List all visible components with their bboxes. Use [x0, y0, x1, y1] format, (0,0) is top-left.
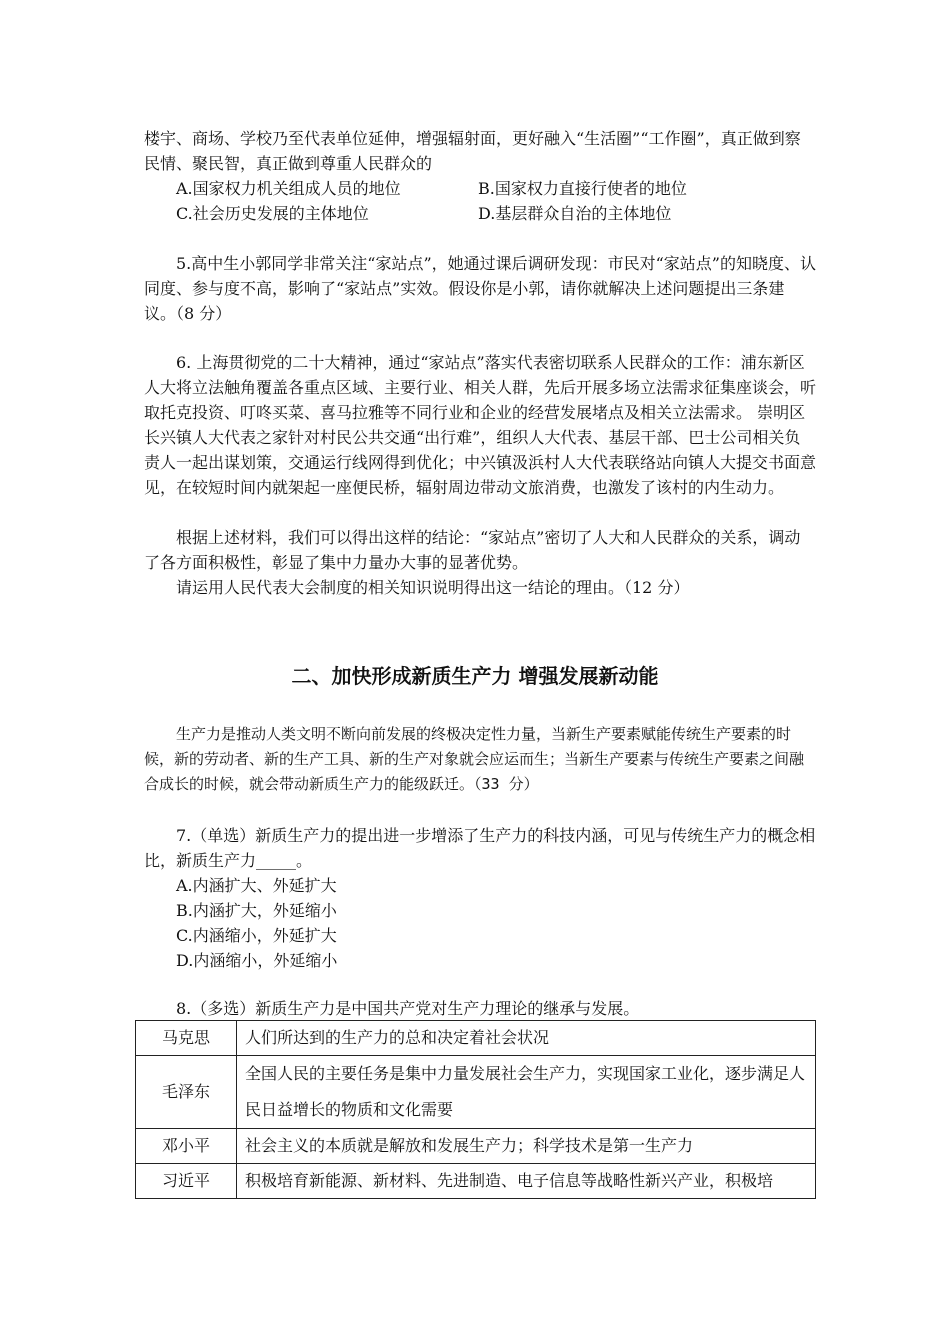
q4-option-b: B.国家权力直接行使者的地位	[478, 179, 687, 198]
quote-content: 全国人民的主要任务是集中力量发展社会生产力，实现国家工业化，逐步满足人民日益增长的物质和文化需要	[237, 1056, 816, 1129]
person-name: 毛泽东	[136, 1056, 237, 1129]
quote-content: 积极培育新能源、新材料、先进制造、电子信息等战略性新兴产业，积极培	[237, 1164, 816, 1199]
q7-option-d: D.内涵缩小，外延缩小	[176, 951, 338, 970]
section-title: 二、加快形成新质生产力 增强发展新动能	[291, 664, 659, 688]
q8-stem: 8.（多选）新质生产力是中国共产党对生产力理论的继承与发展。	[176, 999, 640, 1018]
person-name: 习近平	[136, 1164, 237, 1199]
section-intro: 生产力是推动人类文明不断向前发展的终极决定性力量，当新生产要素赋能传统生产要素的时候，新的劳动者、新的生产工具、新的生产对象就会应运而生；当新生产要素与传统生产要素之间融合成长的时候，就会带动新质生产力的能级跃迁。（33 分）	[144, 725, 805, 793]
q6-conclusion: 根据上述材料，我们可以得出这样的结论：“家站点”密切了人大和人民群众的关系，调动了各方面积极性，彰显了集中力量办大事的显著优势。	[144, 528, 801, 572]
q7-option-c: C.内涵缩小，外延扩大	[176, 926, 337, 945]
q4-stem-text: 楼宇、商场、学校乃至代表单位延伸，增强辐射面，更好融入“生活圈”“工作圈”，真正做到察民情、聚民智，真正做到尊重人民群众的	[144, 129, 801, 173]
table-row	[136, 1129, 816, 1164]
q6-material: 6. 上海贯彻党的二十大精神，通过“家站点”落实代表密切联系人民群众的工作：浦东新区人大将立法触角覆盖各重点区域、主要行业、相关人群，先后开展多场立法需求征集座谈会，听取托克投资、叮咚买菜、喜马拉雅等不同行业和企业的经营发展堵点及相关立法需求。 崇明区长兴镇人大代表之家针对村民公共交通“出行难”，组织人大代表、基层干部、巴士公司相关负责人一起出谋划策，交通运行线网得到优化；中兴镇汲浜村人大代表联络站向镇人大提交书面意见，在较短时间内就架起一座便民桥，辐射周边带动文旅消费，也激发了该村的内生动力。	[144, 353, 817, 497]
q6-prompt: 请运用人民代表大会制度的相关知识说明得出这一结论的理由。（12 分）	[176, 578, 690, 597]
q8-table	[135, 1020, 816, 1199]
quote-content: 人们所达到的生产力的总和决定着社会状况	[237, 1021, 816, 1056]
person-name: 邓小平	[136, 1129, 237, 1164]
q7-option-b: B.内涵扩大，外延缩小	[176, 901, 337, 920]
table-row	[136, 1164, 816, 1199]
quote-content: 社会主义的本质就是解放和发展生产力；科学技术是第一生产力	[237, 1129, 816, 1164]
person-name: 马克思	[136, 1021, 237, 1056]
q4-option-d: D.基层群众自治的主体地位	[478, 204, 672, 223]
q4-option-a: A.国家权力机关组成人员的地位	[176, 179, 401, 198]
table-row	[136, 1056, 816, 1129]
q7-stem: 7.（单选）新质生产力的提出进一步增添了生产力的科技内涵，可见与传统生产力的概念相比，新质生产力_____。	[144, 826, 816, 870]
q4-option-c: C.社会历史发展的主体地位	[176, 204, 369, 223]
q5-text: 5.高中生小郭同学非常关注“家站点”，她通过课后调研发现：市民对“家站点”的知晓度、认同度、参与度不高，影响了“家站点”实效。假设你是小郭，请你就解决上述问题提出三条建议。（8 分）	[144, 254, 816, 323]
q7-option-a: A.内涵扩大、外延扩大	[176, 876, 337, 895]
table-row	[136, 1021, 816, 1056]
